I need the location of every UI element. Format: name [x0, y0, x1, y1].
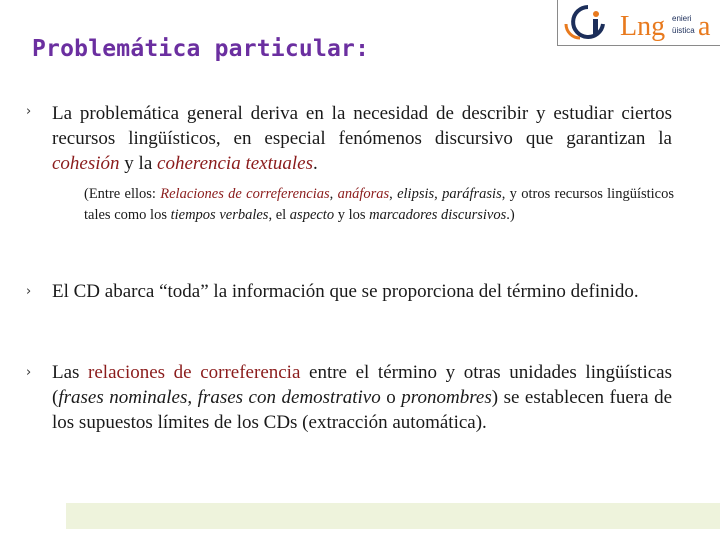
logo-ring-icon — [573, 7, 603, 37]
logo-wordmark-sup: enieri — [672, 14, 692, 23]
logo-wordmark-main: Lng — [620, 11, 666, 42]
term-cohesion: cohesión — [52, 153, 120, 174]
paragraph-1-note: (Entre ellos: Relaciones de correferencias, anáforas, elipsis, paráfrasis, y otros recursos lingüísticos tales como los tiempos verbales, el aspecto y los marcadores discursivos.) — [84, 186, 674, 223]
bullet-2-icon: › — [26, 284, 32, 299]
term-coherencia: coherencia textuales — [157, 153, 313, 174]
paragraph-2: El CD abarca “toda” la información que se proporciona del término definido. — [52, 281, 639, 302]
logo-i-stem-icon — [593, 19, 598, 34]
bullet-1-icon: › — [26, 104, 32, 119]
logo-wordmark-end: a — [698, 11, 711, 42]
logo — [557, 0, 720, 46]
paragraph-3: Las relaciones de correferencia entre el término y otras unidades lingüísticas (frases nominales, frases con demostrativo o pronombres) se establecen fuera de los supuestos límites de los CDs (extracción automática). — [52, 362, 673, 433]
footer-bar — [66, 503, 720, 529]
logo-wordmark-sub: üistica — [672, 26, 695, 35]
paragraph-1: La problemática general deriva en la necesidad de describir y estudiar ciertos recursos lingüísticos, en especial fenómenos discursivo que garantizan la cohesión y la coherencia textuales. — [52, 103, 672, 174]
logo-dot-icon — [593, 11, 599, 17]
bullet-3-icon: › — [26, 365, 32, 380]
term-correferencia: relaciones de correferencia — [88, 362, 301, 383]
logo-graphic — [558, 0, 720, 46]
slide-title: Problemática particular: — [32, 36, 370, 62]
